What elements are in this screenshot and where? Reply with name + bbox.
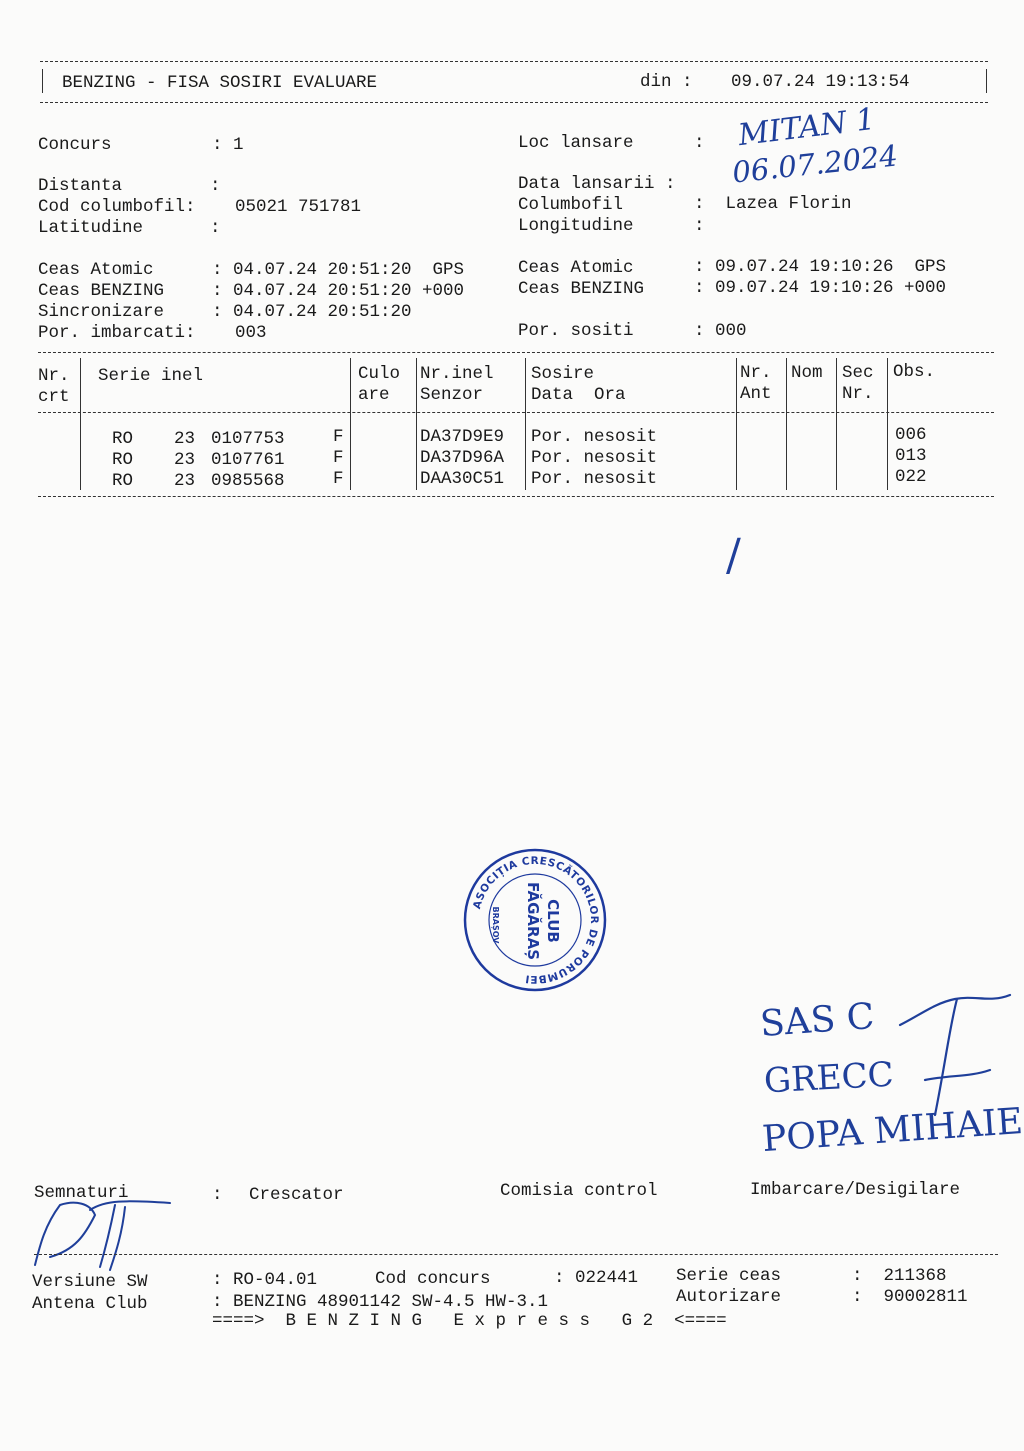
row-year: 23 [174, 450, 196, 470]
cod-concurs-label: Cod concurs [375, 1269, 491, 1289]
row-country: RO [112, 450, 134, 470]
autorizare-label: Autorizare [676, 1287, 782, 1307]
loc-lansare-sep: : [694, 133, 705, 153]
cod-columbofil-label: Cod columbofil: [38, 197, 196, 217]
header-sec-nr-1: Sec [842, 363, 874, 383]
row-sosire: Por. nesosit [531, 469, 658, 489]
ceas-atomic-end-value: : 09.07.24 19:10:26 GPS [694, 257, 947, 277]
distanta-label: Distanta [38, 176, 123, 196]
row-senzor: DA37D96A [420, 448, 505, 468]
data-lansarii-label: Data lansarii : [518, 174, 676, 194]
ceas-benzing-end-label: Ceas BENZING [518, 279, 645, 299]
serie-ceas-label: Serie ceas [676, 1266, 782, 1286]
columbofil-value: : Lazea Florin [694, 194, 852, 214]
header-nom: Nom [791, 363, 823, 383]
header-nr-crt-1: Nr. [38, 366, 70, 386]
row-sex: F [333, 469, 344, 489]
loc-lansare-label: Loc lansare [518, 133, 634, 153]
por-imbarcati-value: 003 [235, 323, 267, 343]
row-sex: F [333, 448, 344, 468]
row-obs: 013 [895, 446, 927, 466]
club-stamp [460, 845, 610, 995]
row-ring: 0107753 [211, 429, 285, 449]
handwritten-loc-lansare: MITAN 1 [736, 101, 878, 154]
footer-separator [34, 1254, 998, 1255]
header-left-border [42, 69, 43, 93]
columbofil-label: Columbofil [518, 195, 624, 215]
header-culoare-1: Culo [358, 364, 401, 384]
header-sec-nr-2: Nr. [842, 384, 874, 404]
crescator-label: Crescator [249, 1185, 344, 1205]
ceas-benzing-start-label: Ceas BENZING [38, 281, 165, 301]
row-ring: 0985568 [211, 471, 285, 491]
row-senzor: DAA30C51 [420, 469, 505, 489]
col-divider [736, 358, 737, 490]
row-year: 23 [174, 429, 196, 449]
col-divider [836, 358, 837, 490]
col-divider [350, 358, 351, 490]
sincronizare-label: Sincronizare [38, 302, 165, 322]
stamp-city: BRAȘOV [491, 906, 500, 944]
latitudine-label: Latitudine [38, 218, 144, 238]
header-top-border [40, 61, 988, 62]
row-sex: F [333, 427, 344, 447]
versiune-sw-label: Versiune SW [32, 1272, 148, 1292]
row-sosire: Por. nesosit [531, 427, 658, 447]
por-imbarcati-label: Por. imbarcati: [38, 323, 196, 343]
comisia-control-label: Comisia control [500, 1181, 658, 1201]
row-country: RO [112, 429, 134, 449]
header-right-border [986, 69, 987, 93]
col-divider [525, 358, 526, 490]
ceas-atomic-start-value: : 04.07.24 20:51:20 GPS [212, 260, 465, 280]
din-label: din : [640, 72, 693, 92]
sincronizare-value: : 04.07.24 20:51:20 [212, 302, 412, 322]
handwritten-sig1: SAS C [758, 996, 876, 1045]
handwritten-sig3: POPA MIHAIE [760, 1100, 1024, 1161]
col-divider [786, 358, 787, 490]
header-culoare-2: are [358, 385, 390, 405]
row-obs: 006 [895, 425, 927, 445]
header-sosire-2: Data Ora [531, 385, 626, 405]
row-ring: 0107761 [211, 450, 285, 470]
autorizare-value: : 90002811 [852, 1287, 968, 1307]
por-sositi-label: Por. sositi [518, 321, 634, 341]
row-year: 23 [174, 471, 196, 491]
header-nr-inel-1: Nr.inel [420, 364, 494, 384]
latitudine-sep: : [210, 218, 221, 238]
longitudine-sep: : [694, 216, 705, 236]
col-divider [416, 358, 417, 490]
header-serie-inel: Serie inel [98, 366, 204, 386]
handwritten-data-lansarii: 06.07.2024 [730, 138, 900, 190]
handwritten-mark: / [726, 530, 741, 581]
footer-banner: ====> B E N Z I N G E x p r e s s G 2 <==== [212, 1311, 727, 1331]
row-senzor: DA37D9E9 [420, 427, 505, 447]
antena-club-label: Antena Club [32, 1294, 148, 1314]
row-sosire: Por. nesosit [531, 448, 658, 468]
handwritten-sig2: GRECC [763, 1054, 895, 1102]
header-obs: Obs. [893, 362, 936, 382]
crescator-signature [30, 1195, 180, 1275]
ceas-atomic-start-label: Ceas Atomic [38, 260, 154, 280]
imbarcare-desigilare-label: Imbarcare/Desigilare [750, 1180, 961, 1200]
longitudine-label: Longitudine [518, 216, 634, 236]
header-sosire-1: Sosire [531, 364, 595, 384]
col-divider [80, 358, 81, 490]
stamp-line1: CLUB [544, 899, 562, 943]
stamp-line2: FĂGĂRAȘ [524, 881, 542, 961]
serie-ceas-value: : 211368 [852, 1266, 947, 1286]
row-country: RO [112, 471, 134, 491]
header-nr-ant-2: Ant [740, 384, 772, 404]
table-header-border [38, 412, 994, 413]
stamp-outer-text: ASOCIȚIA CRESCĂTORILOR DE PORUMBEI [471, 854, 601, 986]
header-nr-ant-1: Nr. [740, 363, 772, 383]
ceas-benzing-end-value: : 09.07.24 19:10:26 +000 [694, 278, 947, 298]
header-datetime: 09.07.24 19:13:54 [731, 72, 910, 92]
semnaturi-label: Semnaturi [34, 1183, 129, 1203]
ceas-atomic-end-label: Ceas Atomic [518, 258, 634, 278]
table-bottom-border [38, 496, 994, 497]
concurs-value: : 1 [212, 135, 244, 155]
header-nr-inel-2: Senzor [420, 385, 484, 405]
header-nr-crt-2: crt [38, 387, 70, 407]
versiune-sw-value: : RO-04.01 [212, 1270, 318, 1290]
col-divider [887, 358, 888, 490]
header-bottom-border [40, 102, 988, 103]
ceas-benzing-start-value: : 04.07.24 20:51:20 +000 [212, 281, 465, 301]
table-top-border [38, 352, 994, 353]
por-sositi-value: : 000 [694, 321, 747, 341]
cod-concurs-value: : 022441 [554, 1268, 639, 1288]
concurs-label: Concurs [38, 135, 112, 155]
antena-club-value: : BENZING 48901142 SW-4.5 HW-3.1 [212, 1292, 549, 1312]
row-obs: 022 [895, 467, 927, 487]
cod-columbofil-value: 05021 751781 [235, 197, 362, 217]
document-title: BENZING - FISA SOSIRI EVALUARE [62, 73, 378, 93]
distanta-sep: : [210, 176, 221, 196]
semnaturi-sep: : [212, 1185, 223, 1205]
